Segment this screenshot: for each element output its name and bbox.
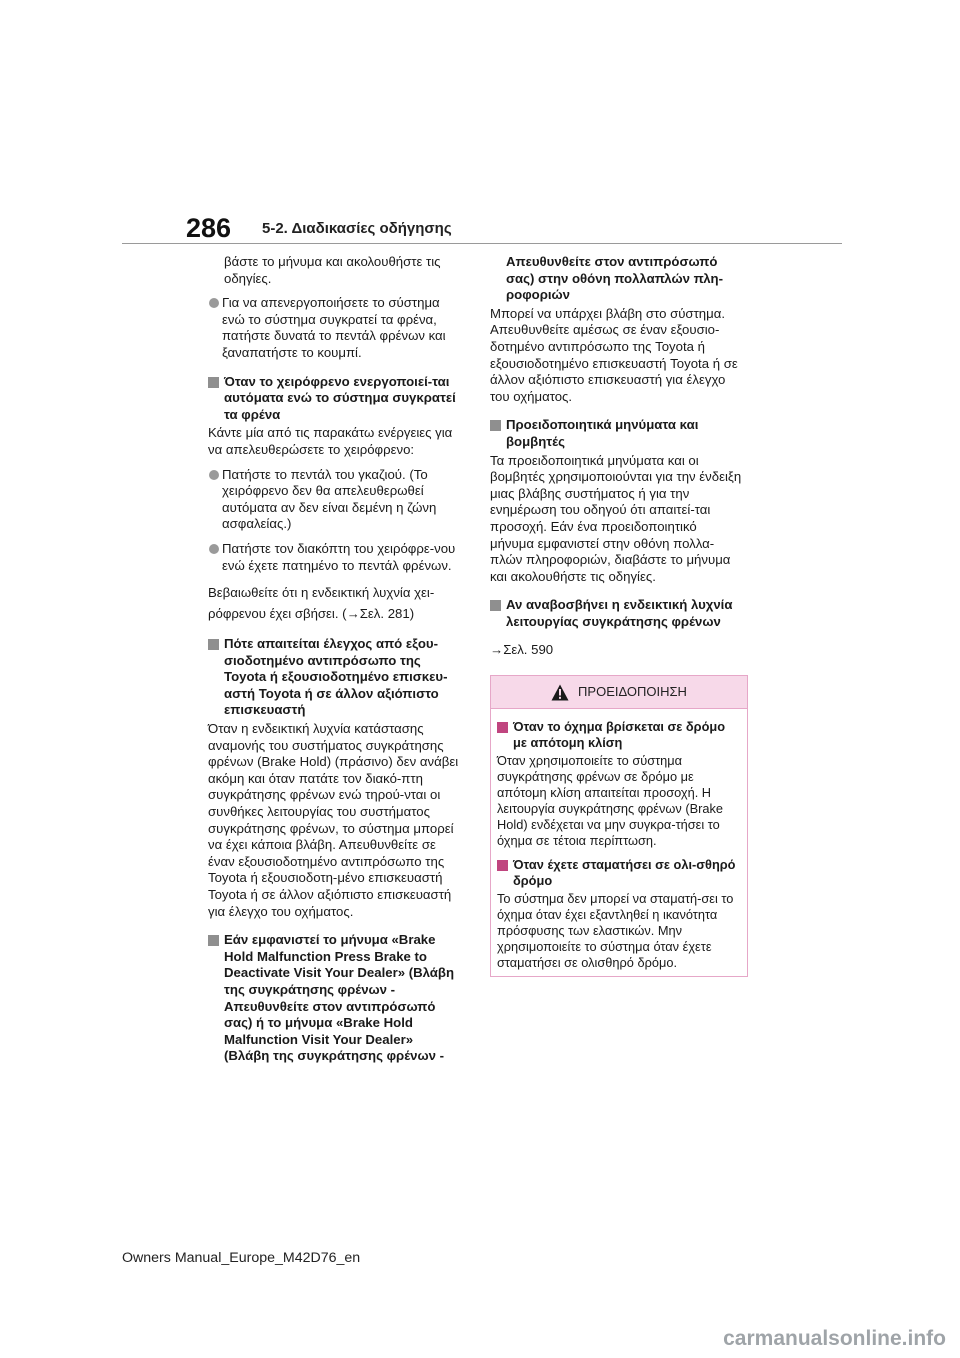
bullet-switch: Πατήστε τον διακόπτη του χειρόφρε-νου ενώ έχετε πατημένο το πεντάλ φρένων. xyxy=(208,541,462,574)
heading-message-continued: Απευθυνθείτε στον αντιπρόσωπό σας) στην οθόνη πολλαπλών πλη-ροφοριών xyxy=(506,254,723,303)
bullet-accelerator: Πατήστε το πεντάλ του γκαζιού. (Το χειρόφρενο δεν θα απελευθερωθεί αυτόματα αν δεν είναι δεμένη η ζώνη ασφαλείας.) xyxy=(208,467,462,533)
slope-text: Όταν χρησιμοποιείτε το σύστημα συγκράτησης φρένων σε δρόμο με απότομη κλίση απαιτείται προσοχή. Η λειτουργία συγκράτησης φρένων (Brake Hold) ενδέχεται να μην συγκρα-τήσει το όχημα σε τέτοια περίπτωση. xyxy=(497,753,724,848)
heading-message xyxy=(208,932,462,1065)
right-column xyxy=(490,254,744,667)
square-bullet-icon xyxy=(497,722,508,733)
heading-slippery-text: Όταν έχετε σταματήσει σε ολι-σθηρό δρόμο xyxy=(513,857,736,888)
square-bullet-icon xyxy=(208,935,219,946)
heading-flashing-text: Αν αναβοσβήνει η ενδεικτική λυχνία λειτουργίας συγκράτησης φρένων xyxy=(506,597,733,629)
message-text: Μπορεί να υπάρχει βλάβη στο σύστημα. Απευθυνθείτε αμέσως σε έναν εξουσιο-δοτημένο αντιπρόσωπο της Toyota ή εξουσιοδοτημένο επισκευαστή Toyota ή σε άλλον αξιόπιστο επισκευαστή για έλεγχο του οχήματος. xyxy=(490,305,738,404)
page-number: 286 xyxy=(186,213,232,243)
warning-header xyxy=(491,676,747,709)
confirm-text xyxy=(208,582,462,624)
left-column xyxy=(208,254,462,1067)
watermark: carmanualsonline.info xyxy=(723,1327,946,1350)
heading-slope-text: Όταν το όχημα βρίσκεται σε δρόμο με απότομη κλίση xyxy=(513,719,726,750)
heading-slippery xyxy=(497,857,741,889)
warning-title: ΠΡΟΕΙΔΟΠΟΙΗΣΗ xyxy=(578,684,687,699)
confirm-line-1: Βεβαιωθείτε ότι η ενδεικτική λυχνία χει- xyxy=(208,585,435,601)
footer-doc-id: Owners Manual_Europe_M42D76_en xyxy=(122,1250,361,1266)
warnings-text: Τα προειδοποιητικά μηνύματα και οι βομβητές χρησιμοποιούνται για την ένδειξη μιας βλάβης συστήματος ή για την ενημέρωση του οδηγού ότι απαιτεί-ται προσοχή. Εάν ένα προειδοποιητικό μήνυμα εμφανιστεί στην οθόνη πολλα-πλών πληροφοριών, διαβάστε το μήνυμα και ακολουθήστε τις οδηγίες. xyxy=(490,452,742,584)
section-title: 5-2. Διαδικασίες οδήγησης xyxy=(262,220,452,237)
bullet-deactivate: Για να απενεργοποιήσετε το σύστημα ενώ το σύστημα συγκρατεί τα φρένα, πατήστε δυνατά το πεντάλ φρένων και ξαναπατήστε το κουμπί. xyxy=(208,295,462,361)
square-bullet-icon xyxy=(497,860,508,871)
heading-handbrake xyxy=(208,374,462,424)
warning-body xyxy=(491,709,747,971)
intro-text: βάστε το μήνυμα και ακολουθήστε τις οδηγίες. xyxy=(224,254,441,286)
heading-slope xyxy=(497,719,741,751)
square-bullet-icon xyxy=(490,420,501,431)
warning-box xyxy=(490,675,748,977)
square-bullet-icon xyxy=(208,377,219,388)
heading-warnings-text: Προειδοποιητικά μηνύματα και βομβητές xyxy=(506,417,699,449)
square-bullet-icon xyxy=(208,639,219,650)
heading-warnings xyxy=(490,417,744,450)
heading-inspection-text: Πότε απαιτείται έλεγχος από εξου-σιοδοτημένο αντιπρόσωπο της Toyota ή εξουσιοδοτημένο επισκευ-αστή Toyota ή σε άλλον αξιόπιστο επισκευαστή xyxy=(224,636,448,718)
handbrake-text: Κάντε μία από τις παρακάτω ενέργειες για να απελευθερώσετε το χειρόφρενο: xyxy=(208,425,453,457)
heading-flashing xyxy=(490,597,744,630)
page-reference: →Σελ. 590 xyxy=(490,642,554,658)
heading-inspection xyxy=(208,636,462,719)
slippery-text: Το σύστημα δεν μπορεί να σταματή-σει το όχημα όταν έχει εξαντληθεί η ικανότητα πρόσφυσης των ελαστικών. Μην χρησιμοποιείτε το σύστημα όταν έχετε σταματήσει σε ολισθηρό δρόμο. xyxy=(497,891,734,970)
heading-handbrake-text: Όταν το χειρόφρενο ενεργοποιεί-ται αυτόματα ενώ το σύστημα συγκρατεί τα φρένα xyxy=(224,373,456,422)
header-divider xyxy=(122,243,842,244)
inspection-text: Όταν η ενδεικτική λυχνία κατάστασης αναμονής του συστήματος συγκράτησης φρένων (Brake Hold) (πράσινο) δεν ανάβει ακόμη και όταν πατάτε τον διακό-πτη συγκράτησης φρένων ενώ τηρού-νται οι συνθήκες λειτουργίας του συστήματος συγκράτησης φρένων, το σύστημα μπορεί να έχει κάποια βλάβη. Απευθυνθείτε σε έναν εξουσιοδοτημένο αντιπρόσωπο της Toyota ή εξουσιοδοτη-μένο επισκευαστή Toyota ή σε άλλον αξιόπιστο επισκευαστή για έλεγχο του οχήματος. xyxy=(208,721,459,919)
warning-triangle-icon xyxy=(551,684,569,701)
square-bullet-icon xyxy=(490,600,501,611)
heading-message-text: Εάν εμφανιστεί το μήνυμα «Brake Hold Malfunction Press Brake to Deactivate Visit Your Dealer» (Βλάβη της συγκράτησης φρένων - Απευθυνθείτε στον αντιπρόσωπό σας) ή το μήνυμα «Brake Hold Malfunction Visit Your Dealer» (Βλάβη της συγκράτησης φρένων - xyxy=(224,932,455,1064)
confirm-line-2: ρόφρενου έχει σβήσει. (→Σελ. 281) xyxy=(208,606,415,622)
